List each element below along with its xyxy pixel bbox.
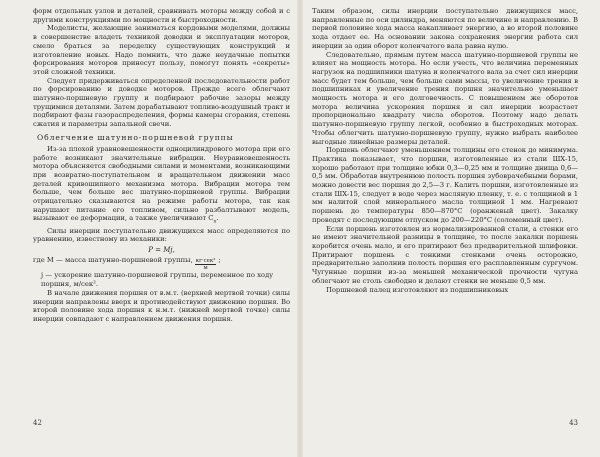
paragraph: Моделисты, желающие заниматься кордовыми моделями, должны в совершенстве владеть техникой доводки и эксплуатации моторов, смело браться за переделку существующих конструкций и изготовление новых. Надо помнить, что даже неудачные попытки форсирования моторов принесут пользу, помогут понять «секреты» этой сложной техники. (33, 24, 290, 76)
paragraph: Силы инерции поступательно движущихся масс определяются по уравнению, известному из механики: (33, 226, 290, 244)
page-number: 42 (33, 419, 42, 427)
paragraph: Из-за плохой уравновешенности одноцилиндрового мотора при его работе возникают значительные вибрации. Неуравновешенность мотора объясняется свободными силами и моментами, возникающими при возвратно-поступательном и вращательном движении масс деталей кривошипного механизма мотора. Вибрации мотора тем больше, чем больше вес шатунно-поршневой группы. Вибрации отрицательно сказываются на режиме работы мотора, так как нарушают питание его топливом, сильно разбалтывают модель, вызывают ее деформации, а также увеличивают $C_x$. (33, 144, 290, 225)
paragraph: Поршневой палец изготовляют из подшипниковых (326, 285, 509, 294)
paragraph: Поршень облегчают уменьшением толщины его стенок до минимума. Практика показывает, что поршни, изготовленные из стали ШХ-15, хорошо работают при толщине юбки 0,3—0,25 мм и толщине днища 0,6—0,5 мм. Обработав внутреннюю полость поршня зубоврачебными борами, можно довести вес поршня до 2,5—3 г. Калить поршни, изготовленные из стали ШХ-15, следует в воде через масляную пленку, т. е. с толщиной в 1 мм налитой слой минерального масла толщиной 1 мм. Нагревают поршень до температуры 850—870°С (оранжевый цвет). Закалку проводят с последующим отпуском до 200—220°С (соломенный цвет). (312, 146, 578, 224)
paragraph: форм отдельных узлов и деталей, сравнивать моторы между собой и с другими конструкциями по мощности и быстроходности. (33, 7, 290, 24)
paragraph: В начале движения поршня от в.м.т. (верхней мертвой точки) силы инерции направлены вверх и противодействуют движению поршня. Во второй половине хода поршня к н.м.т. (нижней мертвой точке) силы инерции совпадают с направлением движения поршня. (33, 288, 290, 324)
unit-fraction: $\frac{\text{кг·сек²}}{м}$ (195, 257, 216, 271)
paragraph: Следует придерживаться определенной последовательности работ по форсированию и доводке моторов. Прежде всего облегчают шатунно-поршневую группу и подбирают рабочие зазоры между трущимися деталями. Затем дорабатывают топливо-воздушный тракт и подбирают фазы газораспределения, формы камеры сгорания, степень сжатия и параметры запальной свечи. (33, 76, 290, 129)
section-heading: Облегчение шатунно-поршневой группы (37, 132, 234, 142)
paragraph: Если поршень изготовлен из нормализированной стали, а стенки его не имеют значительной разницы в толщине, то после закалки поршень коробится очень мало, и его притирают без предварительной шлифовки. Притирают поршень с тонкими стенками очень осторожно, предварительно заполнив полость поршня его расплавленным сургучом. Чугунные поршни из-за меньшей механической прочности чугуна облегчают не столь свободно и делают стенки не меньше 0,5 мм. (312, 224, 578, 285)
right-page (300, 0, 600, 457)
subscript: x (213, 218, 217, 225)
paragraph: Таким образом, силы инерции поступательно движущихся масс, направленные по оси цилиндра, меняются по величине и направлению. В первой половине хода масса накапливает энергию, а во второй половине хода отдает ее. На основании закона сохранения энергии работа сил инерции за один оборот коленчатого вала равна нулю. (312, 7, 578, 50)
definition-acceleration: j — ускорение шатунно-поршневой группы, переменное по ходу поршня, м/сек². (41, 270, 274, 288)
paragraph: Следовательно, прямым путем масса шатунно-поршневой группы не влияет на мощность мотора. Но если учесть, что величина переменных нагрузок на подшипники шатуна и коленчатого вала за счет сил инерции масс будет тем больше, чем больше сами массы, то увеличение трения в подшипниках и увеличение трения поршня значительно уменьшает мощность мотора и его долговечность. С повышением же оборотов мотора величина ускорения поршня и сил инерции возрастает пропорционально квадрату числа оборотов. Поэтому надо делать шатунно-поршневую группу легкой, особенно в быстроходных моторах. Чтобы облегчить шатунно-поршневую группу, нужно выбрать наиболее выгодные линейные размеры деталей. (312, 50, 578, 146)
definition-mass: где M — масса шатунно-поршневой группы, $\frac{\text{кг·сек²}}{м}$ ; (33, 255, 221, 271)
page-number: 43 (569, 419, 578, 427)
formula: P = Mj, (148, 245, 175, 254)
formula-definitions (33, 256, 290, 289)
